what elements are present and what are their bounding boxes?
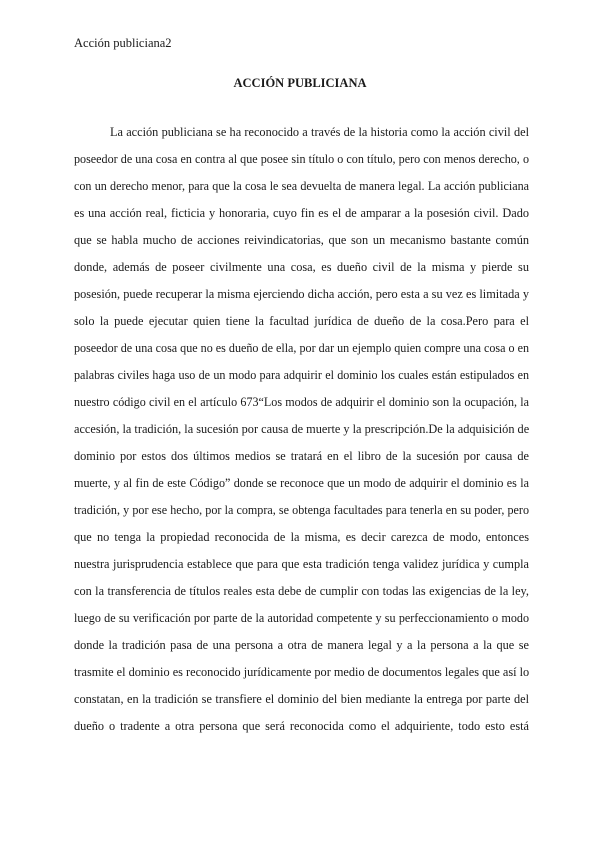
paragraph-line: donde, además de poseer civilmente una cosa, es dueño civil de la misma y pierde su bbox=[74, 260, 529, 274]
paragraph-line: dominio por estos dos últimos medios se tratará en el libro de la sucesión por causa de bbox=[74, 449, 529, 463]
paragraph-line: palabras civiles haga uso de un modo para adquirir el dominio los cuales están estipulados en bbox=[74, 368, 529, 382]
paragraph-line: con la transferencia de títulos reales esta debe de cumplir con todas las exigencias de la ley, bbox=[74, 584, 529, 598]
paragraph-line: dueño o tradente a otra persona que será reconocida como el adquiriente, todo esto está bbox=[74, 719, 529, 733]
paragraph-line: es una acción real, ficticia y honoraria, cuyo fin es el de amparar a la posesión civil. Dado bbox=[74, 206, 529, 220]
paragraph-line: que se habla mucho de acciones reivindicatorias, que son un mecanismo bastante común bbox=[74, 233, 529, 247]
paragraph-line: muerte, y al fin de este Código” donde se reconoce que un modo de adquirir el dominio es la bbox=[74, 476, 529, 490]
paragraph-line: trasmite el dominio es reconocido jurídicamente por medio de documentos legales que así lo bbox=[74, 665, 529, 679]
paragraph-line: nuestro código civil en el artículo 673“Los modos de adquirir el dominio son la ocupación, la bbox=[74, 395, 529, 409]
paragraph-line: luego de su verificación por parte de la autoridad competente y su perfeccionamiento o modo bbox=[74, 611, 529, 625]
paragraph-line: con un derecho menor, para que la cosa le sea devuelta de manera legal. La acción publiciana bbox=[74, 179, 529, 193]
paragraph-line: tradición, y por ese hecho, por la compra, se obtenga facultades para tenerla en su poder, pero bbox=[74, 503, 529, 517]
paragraph-line: constatan, en la tradición se transfiere el dominio del bien mediante la entrega por parte del bbox=[74, 692, 529, 706]
paragraph-line: nuestra jurisprudencia establece que para que esta tradición tenga validez jurídica y cumpla bbox=[74, 557, 529, 571]
paragraph-line: La acción publiciana se ha reconocido a través de la historia como la acción civil del bbox=[110, 125, 529, 139]
paragraph-line: poseedor de una cosa que no es dueño de ella, por dar un ejemplo quien compre una cosa o en bbox=[74, 341, 529, 355]
paragraph-line: accesión, la tradición, la sucesión por causa de muerte y la prescripción.De la adquisición de bbox=[74, 422, 529, 436]
paragraph-line: solo la puede ejecutar quien tiene la facultad jurídica de dueño de la cosa.Pero para el bbox=[74, 314, 529, 328]
body-paragraph bbox=[74, 125, 529, 746]
paragraph-line: poseedor de una cosa en contra al que posee sin título o con título, pero con menos derecho, o bbox=[74, 152, 529, 166]
paragraph-line: que no tenga la propiedad reconocida de la misma, es decir carezca de modo, entonces bbox=[74, 530, 529, 544]
document-title: ACCIÓN PUBLICIANA bbox=[233, 76, 367, 90]
paragraph-line: donde la tradición pasa de una persona a otra de manera legal y a la persona a la que se bbox=[74, 638, 529, 652]
paragraph-line: posesión, puede recuperar la misma ejerciendo dicha acción, pero esta a su vez es limitada y bbox=[74, 287, 529, 301]
running-header: Acción publiciana2 bbox=[74, 36, 172, 50]
